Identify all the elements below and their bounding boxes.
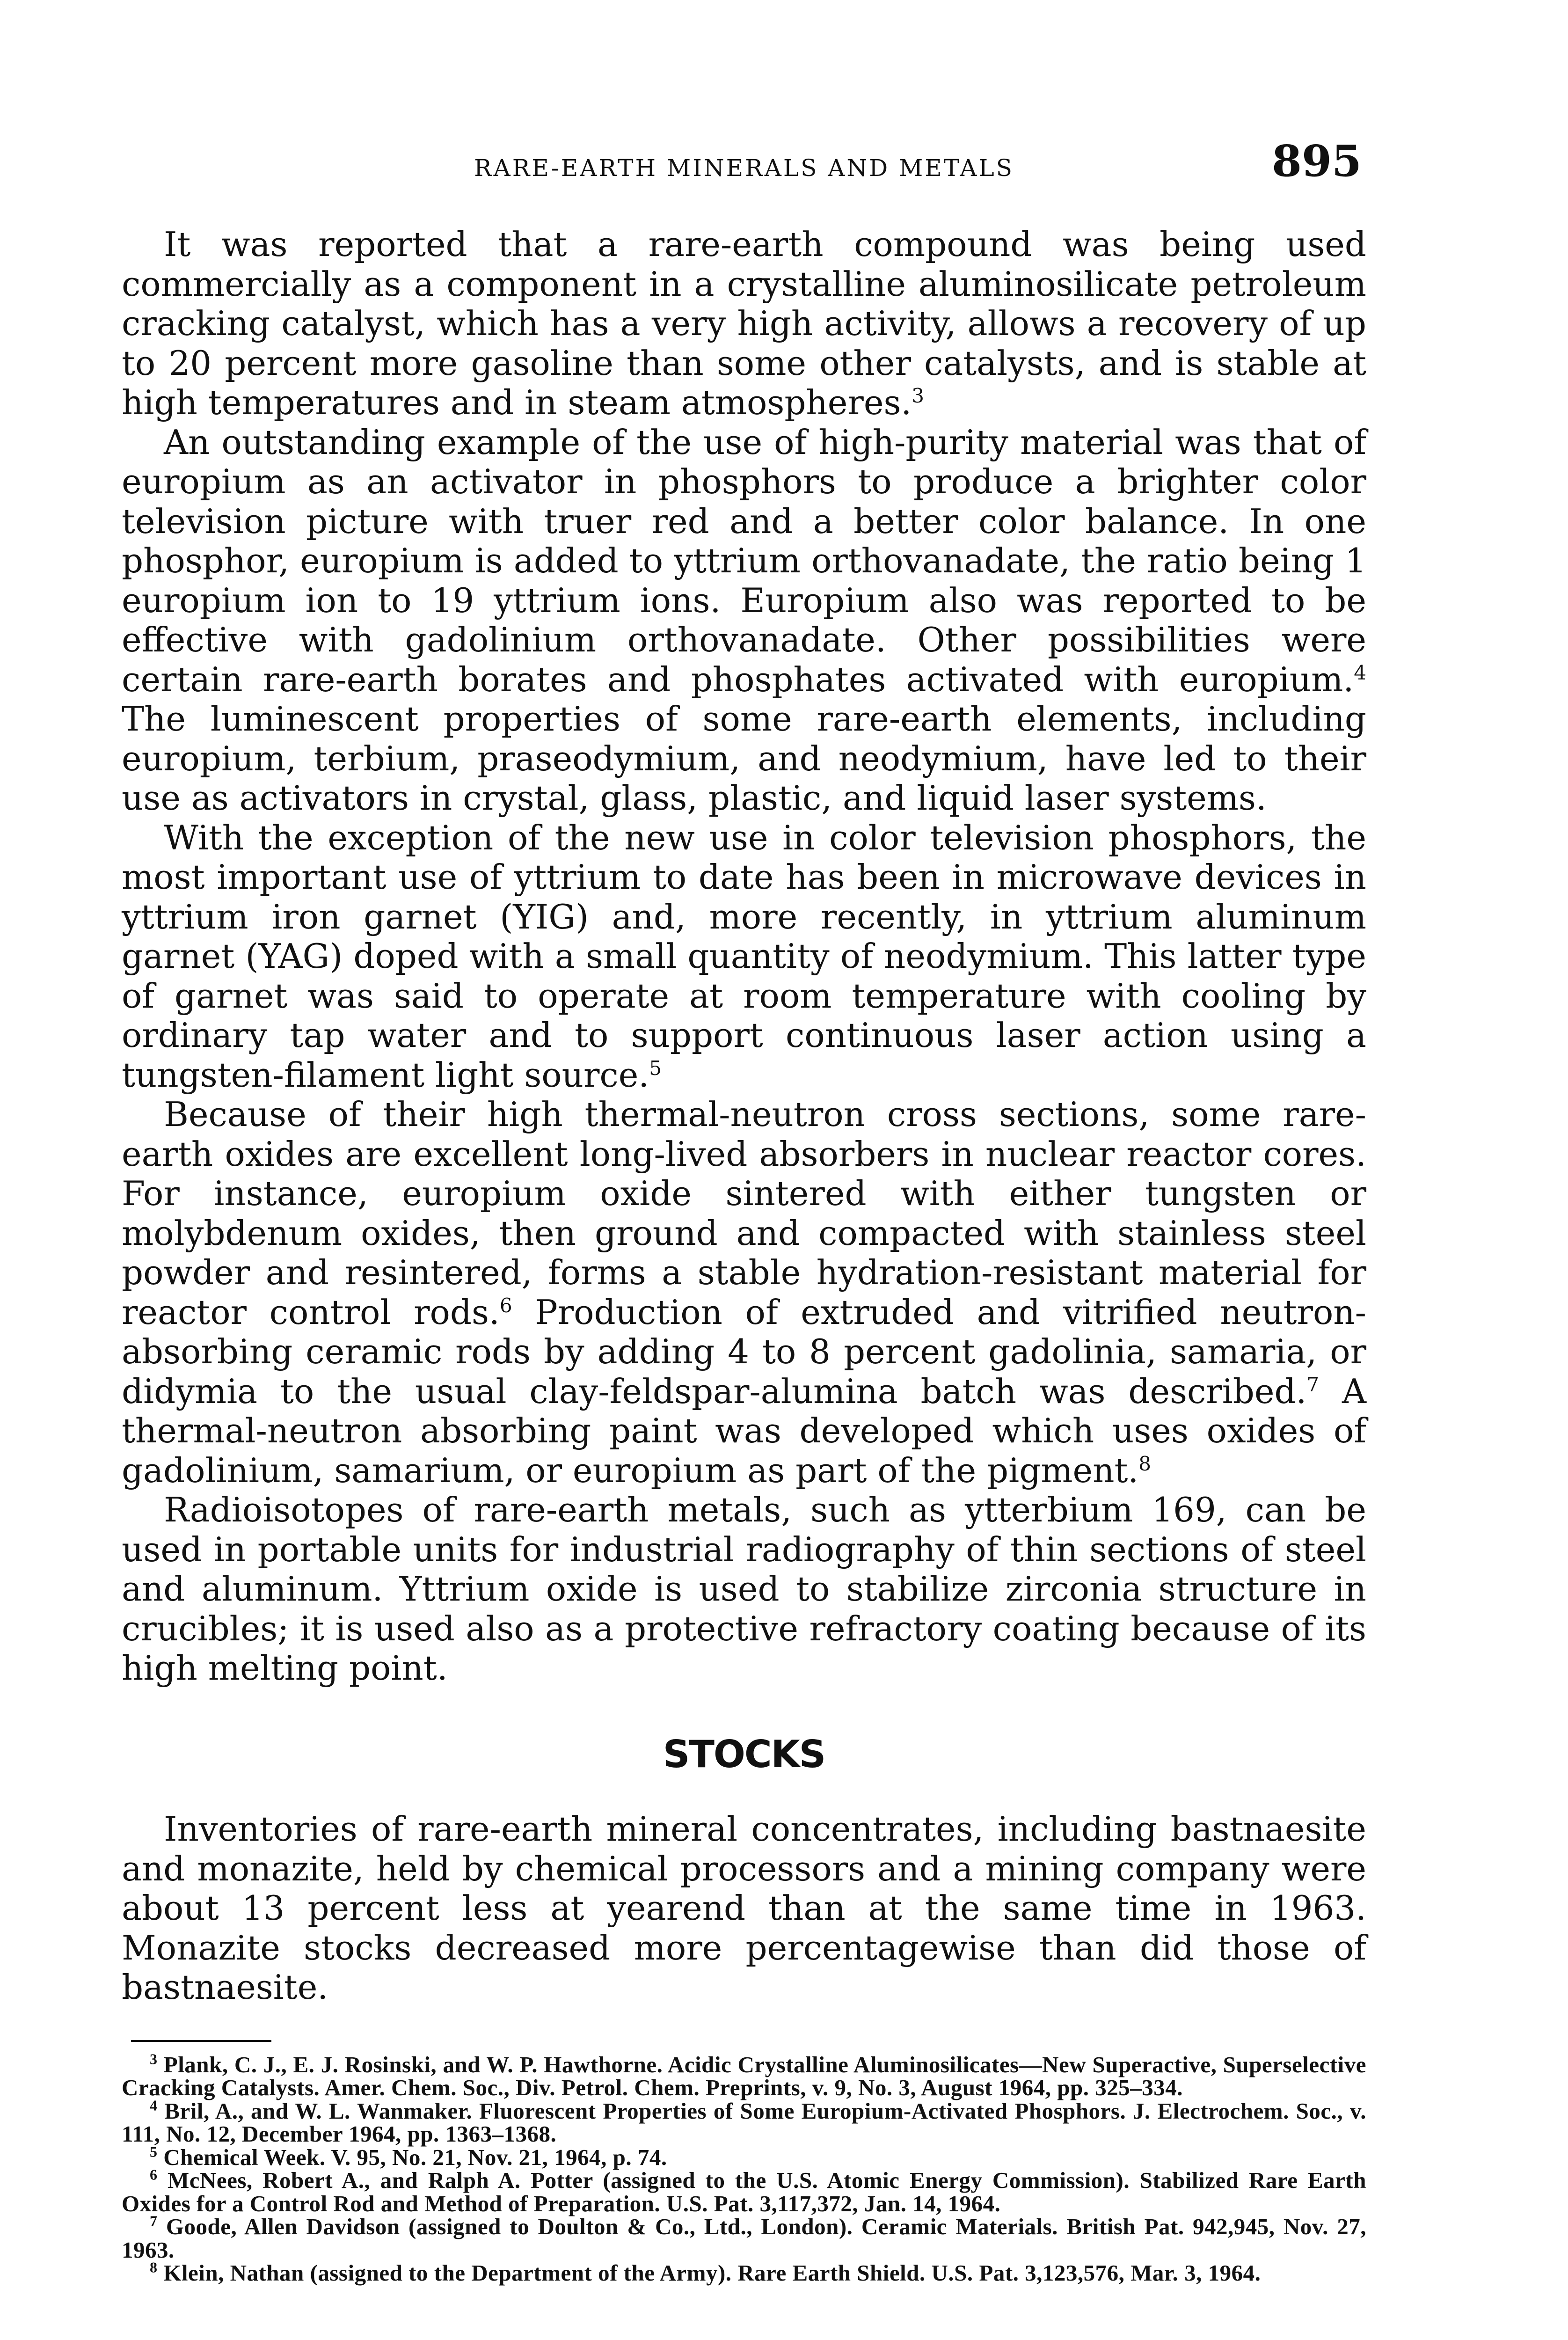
page-number: 895 bbox=[1271, 136, 1362, 186]
footnote-ref: 5 bbox=[649, 1056, 662, 1080]
footnote-text: Bril, A., and W. L. Wanmaker. Fluorescent Properties of Some Europium-Activated Phosphors. J. Electrochem. Soc., v. 111, No. 12, December 1964, pp. 1363–1368. bbox=[122, 2098, 1367, 2147]
paragraph-text: Radioisotopes of rare-earth metals, such as ytterbium 169, can be used in portable units for industrial radiography of thin sections of steel and aluminum. Yttrium oxide is used to stabilize zirconia structure in crucibles; it is used also as a protective refractory coating because of its high melting point. bbox=[122, 1490, 1366, 1688]
footnote-text: Klein, Nathan (assigned to the Department of the Army). Rare Earth Shield. U.S. Pat. 3,123,576, Mar. 3, 1964. bbox=[163, 2260, 1261, 2286]
footnote-item bbox=[122, 2166, 1366, 2216]
paragraph-text: Inventories of rare-earth mineral concentrates, including bastnaesite and monazite, held by chemical processors and a mining company were about 13 percent less at yearend than at the same time in 1963. Monazite stocks decreased more percentagewise than did those of bastnaesite. bbox=[122, 1809, 1366, 2007]
footnote-item bbox=[122, 2261, 1366, 2285]
paragraph-text: With the exception of the new use in color television phosphors, the most important use of yttrium to date has been in microwave devices in yttrium iron garnet (YIG) and, more recently, in yttrium aluminum garnet (YAG) doped with a small quantity of neodymium. This latter type of garnet was said to operate at room temperature with cooling by ordinary tap water and to support continuous laser action using a tungsten-filament light source. bbox=[122, 818, 1366, 1095]
footnote-number: 5 bbox=[150, 2143, 158, 2160]
footnote-ref: 3 bbox=[912, 384, 925, 407]
paragraph-text: An outstanding example of the use of high-purity material was that of europium as an activator in phosphors to produce a brighter color television picture with truer red and a better color balance. In one phosphor, europium is added to yttrium orthovanadate, the ratio being 1 europium ion to 19 yttrium ions. Europium also was reported to be effective with gadolinium orthovanadate. Other possibilities were certain rare-earth borates and phosphates activated with europium. bbox=[122, 422, 1366, 699]
paragraph-catalyst bbox=[122, 225, 1366, 423]
footnote-divider bbox=[131, 2040, 271, 2042]
footnote-text: Plank, C. J., E. J. Rosinski, and W. P. Hawthorne. Acidic Crystalline Aluminosilicates—New Superactive, Superselective Cracking Catalysts. Amer. Chem. Soc., Div. Petrol. Chem. Preprints, v. 9, No. 3, August 1964, pp. 325–334. bbox=[122, 2051, 1366, 2100]
page bbox=[122, 136, 1366, 2285]
paragraph-text: Because of their high thermal-neutron cross sections, some rare-earth oxides are excellent long-lived absorbers in nuclear reactor cores. For instance, europium oxide sintered with either tungsten or molybdenum oxides, then ground and compacted with stainless steel powder and resintered, forms a stable hydration-resistant material for reactor control rods. bbox=[122, 1095, 1366, 1332]
footnote-item bbox=[122, 2212, 1366, 2263]
paragraph-radioisotopes bbox=[122, 1490, 1366, 1688]
footnote-text: Chemical Week. V. 95, No. 21, Nov. 21, 1964, p. 74. bbox=[163, 2144, 667, 2170]
paragraph-stocks bbox=[122, 1809, 1366, 2007]
footnote-text: McNees, Robert A., and Ralph A. Potter (assigned to the U.S. Atomic Energy Commission). Stabilized Rare Earth Oxides for a Control Rod and Method of Preparation. U.S. Pat. 3,117,372, Jan. 14, 1964. bbox=[122, 2167, 1366, 2216]
footnote-ref: 7 bbox=[1306, 1373, 1320, 1396]
footnote-number: 7 bbox=[150, 2212, 158, 2230]
footnote-number: 3 bbox=[150, 2050, 158, 2068]
paragraph-text: It was reported that a rare-earth compound was being used commercially as a component in a crystalline aluminosilicate petroleum cracking catalyst, which has a very high activity, allows a recovery of up to 20 percent more gasoline than some other catalysts, and is stable at high temperatures and in steam atmospheres. bbox=[122, 225, 1366, 422]
footnote-item bbox=[122, 2099, 1366, 2146]
paragraph-text-continued: A thermal-neutron absorbing paint was developed which uses oxides of gadolinium, samarium, or europium as part of the pigment. bbox=[122, 1371, 1366, 1490]
section-heading-stocks: STOCKS bbox=[663, 1732, 825, 1776]
footnote-ref: 6 bbox=[499, 1294, 512, 1317]
paragraph-nuclear bbox=[122, 1095, 1366, 1490]
footnote-text: Goode, Allen Davidson (assigned to Doulton & Co., Ltd., London). Ceramic Materials. British Pat. 942,945, Nov. 27, 1963. bbox=[122, 2214, 1366, 2263]
footnote-ref: 8 bbox=[1138, 1452, 1152, 1475]
footnote-number: 8 bbox=[150, 2259, 158, 2276]
running-head bbox=[122, 136, 1366, 206]
footnote-item bbox=[122, 2143, 1366, 2170]
footnote-ref: 4 bbox=[1354, 661, 1366, 684]
paragraph-text-continued: The luminescent properties of some rare-earth elements, including europium, terbium, praseodymium, and neodymium, have led to their use as activators in crystal, glass, plastic, and liquid laser systems. bbox=[122, 699, 1366, 818]
paragraph-europium bbox=[122, 423, 1366, 818]
footnote-item bbox=[122, 2050, 1366, 2100]
running-title: RARE-EARTH MINERALS AND METALS bbox=[474, 154, 1014, 182]
body-text bbox=[122, 225, 1366, 2007]
paragraph-text-continued: Production of extruded and vitrified neutron-absorbing ceramic rods by adding 4 to 8 percent gadolinia, samaria, or didymia to the usual clay-feldspar-alumina batch was described. bbox=[122, 1292, 1366, 1411]
paragraph-yttrium bbox=[122, 818, 1366, 1095]
footnotes bbox=[122, 2050, 1367, 2286]
footnote-number: 6 bbox=[150, 2166, 158, 2183]
footnote-number: 4 bbox=[150, 2097, 158, 2114]
